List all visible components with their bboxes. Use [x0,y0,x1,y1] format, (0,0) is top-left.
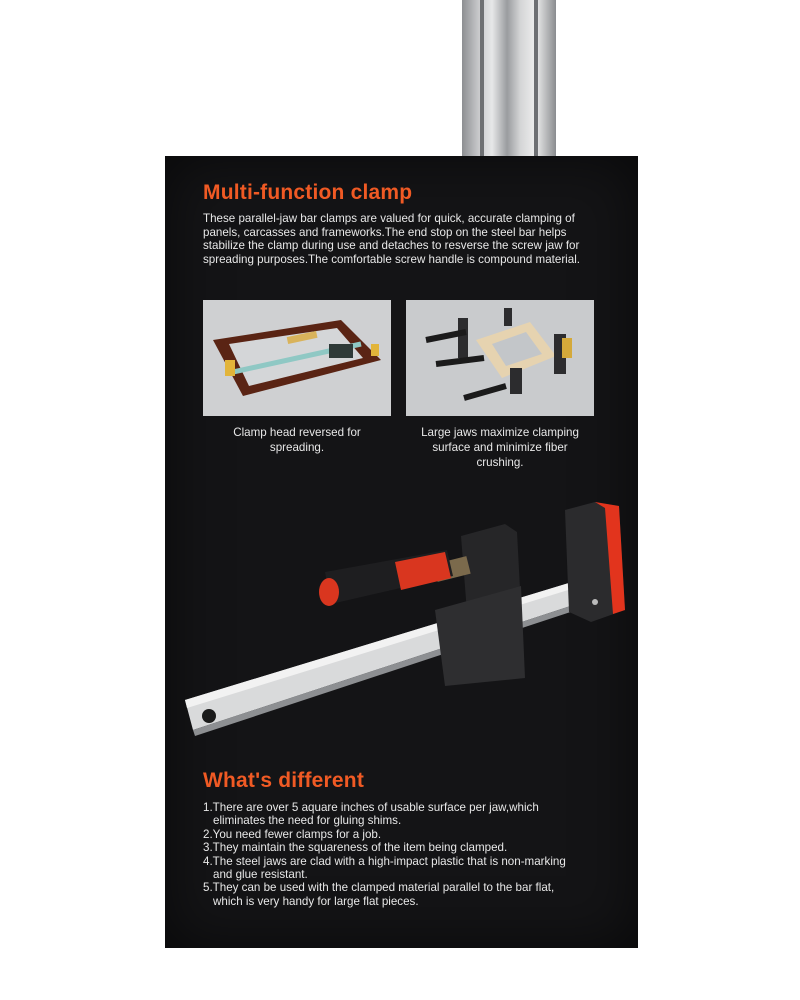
list-item-text: 5.They can be used with the clamped material parallel to the bar flat, [203,881,555,895]
section-title-whats-different: What's different [203,769,365,792]
list-item-text: 2.You need fewer clamps for a job. [203,827,382,841]
list-item-text: 4.The steel jaws are clad with a high-impact plastic that is non-marking [203,854,566,868]
list-item [203,881,603,908]
list-item-text: and glue resistant. [213,868,308,882]
clamp-reversed-illustration [203,300,391,416]
list-item-text: 1.There are over 5 aquare inches of usable surface per jaw,which [203,801,539,814]
caption-line: Clamp head reversed for [233,426,361,439]
list-item [203,828,603,841]
caption-line: crushing. [476,456,524,469]
large-jaws-illustration [406,300,594,416]
caption-clamp-reversed [203,425,391,455]
list-item-text: 3.They maintain the squareness of the item being clamped. [203,841,508,855]
caption-line: surface and minimize fiber [432,441,568,454]
section-title-multi-function: Multi-function clamp [203,181,413,204]
differences-list [203,801,603,908]
bar-clamp-illustration [165,480,638,760]
section-description: These parallel-jaw bar clamps are valued for quick, accurate clamping of panels, carcasses and frameworks.The end stop on the steel bar helps stabilize the clamp during use and detaches to resverse the screw jaw for spreading purposes.The comfortable screw handle is compound material. [203,212,580,266]
list-item [203,801,603,828]
caption-line: spreading. [269,441,325,454]
photo-clamp-reversed [203,300,391,416]
list-item [203,855,603,882]
list-item-text: eliminates the need for gluing shims. [213,814,402,828]
caption-line: Large jaws maximize clamping [421,426,579,439]
list-item-text: which is very handy for large flat pieces. [213,894,419,908]
photo-large-jaws [406,300,594,416]
list-item [203,841,603,854]
caption-large-jaws [406,425,594,470]
steel-bar-top [462,0,556,160]
